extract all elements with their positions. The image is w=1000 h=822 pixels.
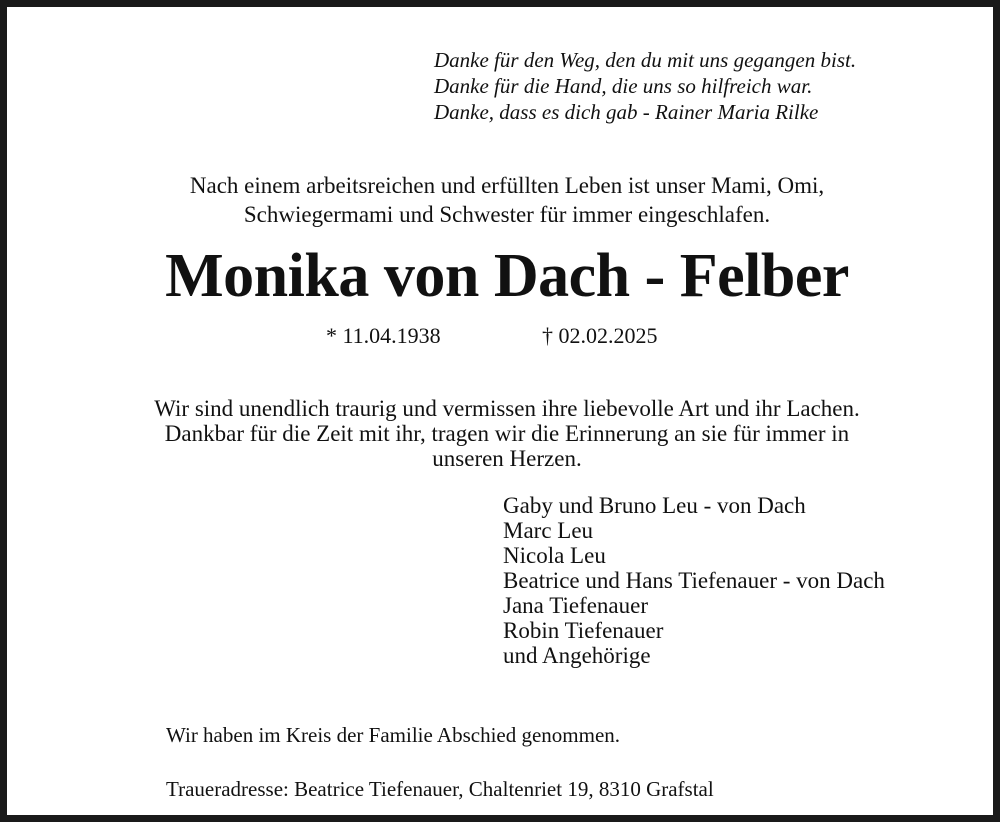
deceased-name: Monika von Dach - Felber	[165, 242, 849, 310]
family-member: Nicola Leu	[503, 543, 606, 568]
family-member: Gaby und Bruno Leu - von Dach	[503, 493, 806, 518]
family-member: Jana Tiefenauer	[503, 593, 648, 618]
intro-text	[7, 171, 1000, 229]
intro-line: Schwiegermami und Schwester für immer eingeschlafen.	[243, 202, 771, 227]
family-member: Marc Leu	[503, 518, 594, 543]
farewell-note: Wir haben im Kreis der Familie Abschied genommen.	[166, 723, 621, 747]
message-line: unseren Herzen.	[432, 446, 582, 471]
poem-quote	[434, 47, 856, 125]
poem-line: Danke für den Weg, den du mit uns gegangen bist.	[434, 48, 857, 72]
message-line: Wir sind unendlich traurig und vermissen ihre liebevolle Art und ihr Lachen.	[154, 396, 860, 421]
family-list	[503, 493, 885, 668]
intro-line: Nach einem arbeitsreichen und erfüllten Leben ist unser Mami, Omi,	[189, 173, 825, 198]
family-member: und Angehörige	[503, 643, 651, 668]
family-member: Beatrice und Hans Tiefenauer - von Dach	[503, 568, 885, 593]
poem-line: Danke für die Hand, die uns so hilfreich war.	[434, 74, 813, 98]
mourning-address: Traueradresse: Beatrice Tiefenauer, Chaltenriet 19, 8310 Grafstal	[166, 777, 714, 801]
mourning-message	[7, 396, 1000, 471]
family-member: Robin Tiefenauer	[503, 618, 664, 643]
message-line: Dankbar für die Zeit mit ihr, tragen wir die Erinnerung an sie für immer in	[164, 421, 850, 446]
poem-line: Danke, dass es dich gab - Rainer Maria Rilke	[434, 100, 819, 124]
death-date: † 02.02.2025	[542, 323, 658, 348]
birth-date: * 11.04.1938	[326, 323, 441, 348]
